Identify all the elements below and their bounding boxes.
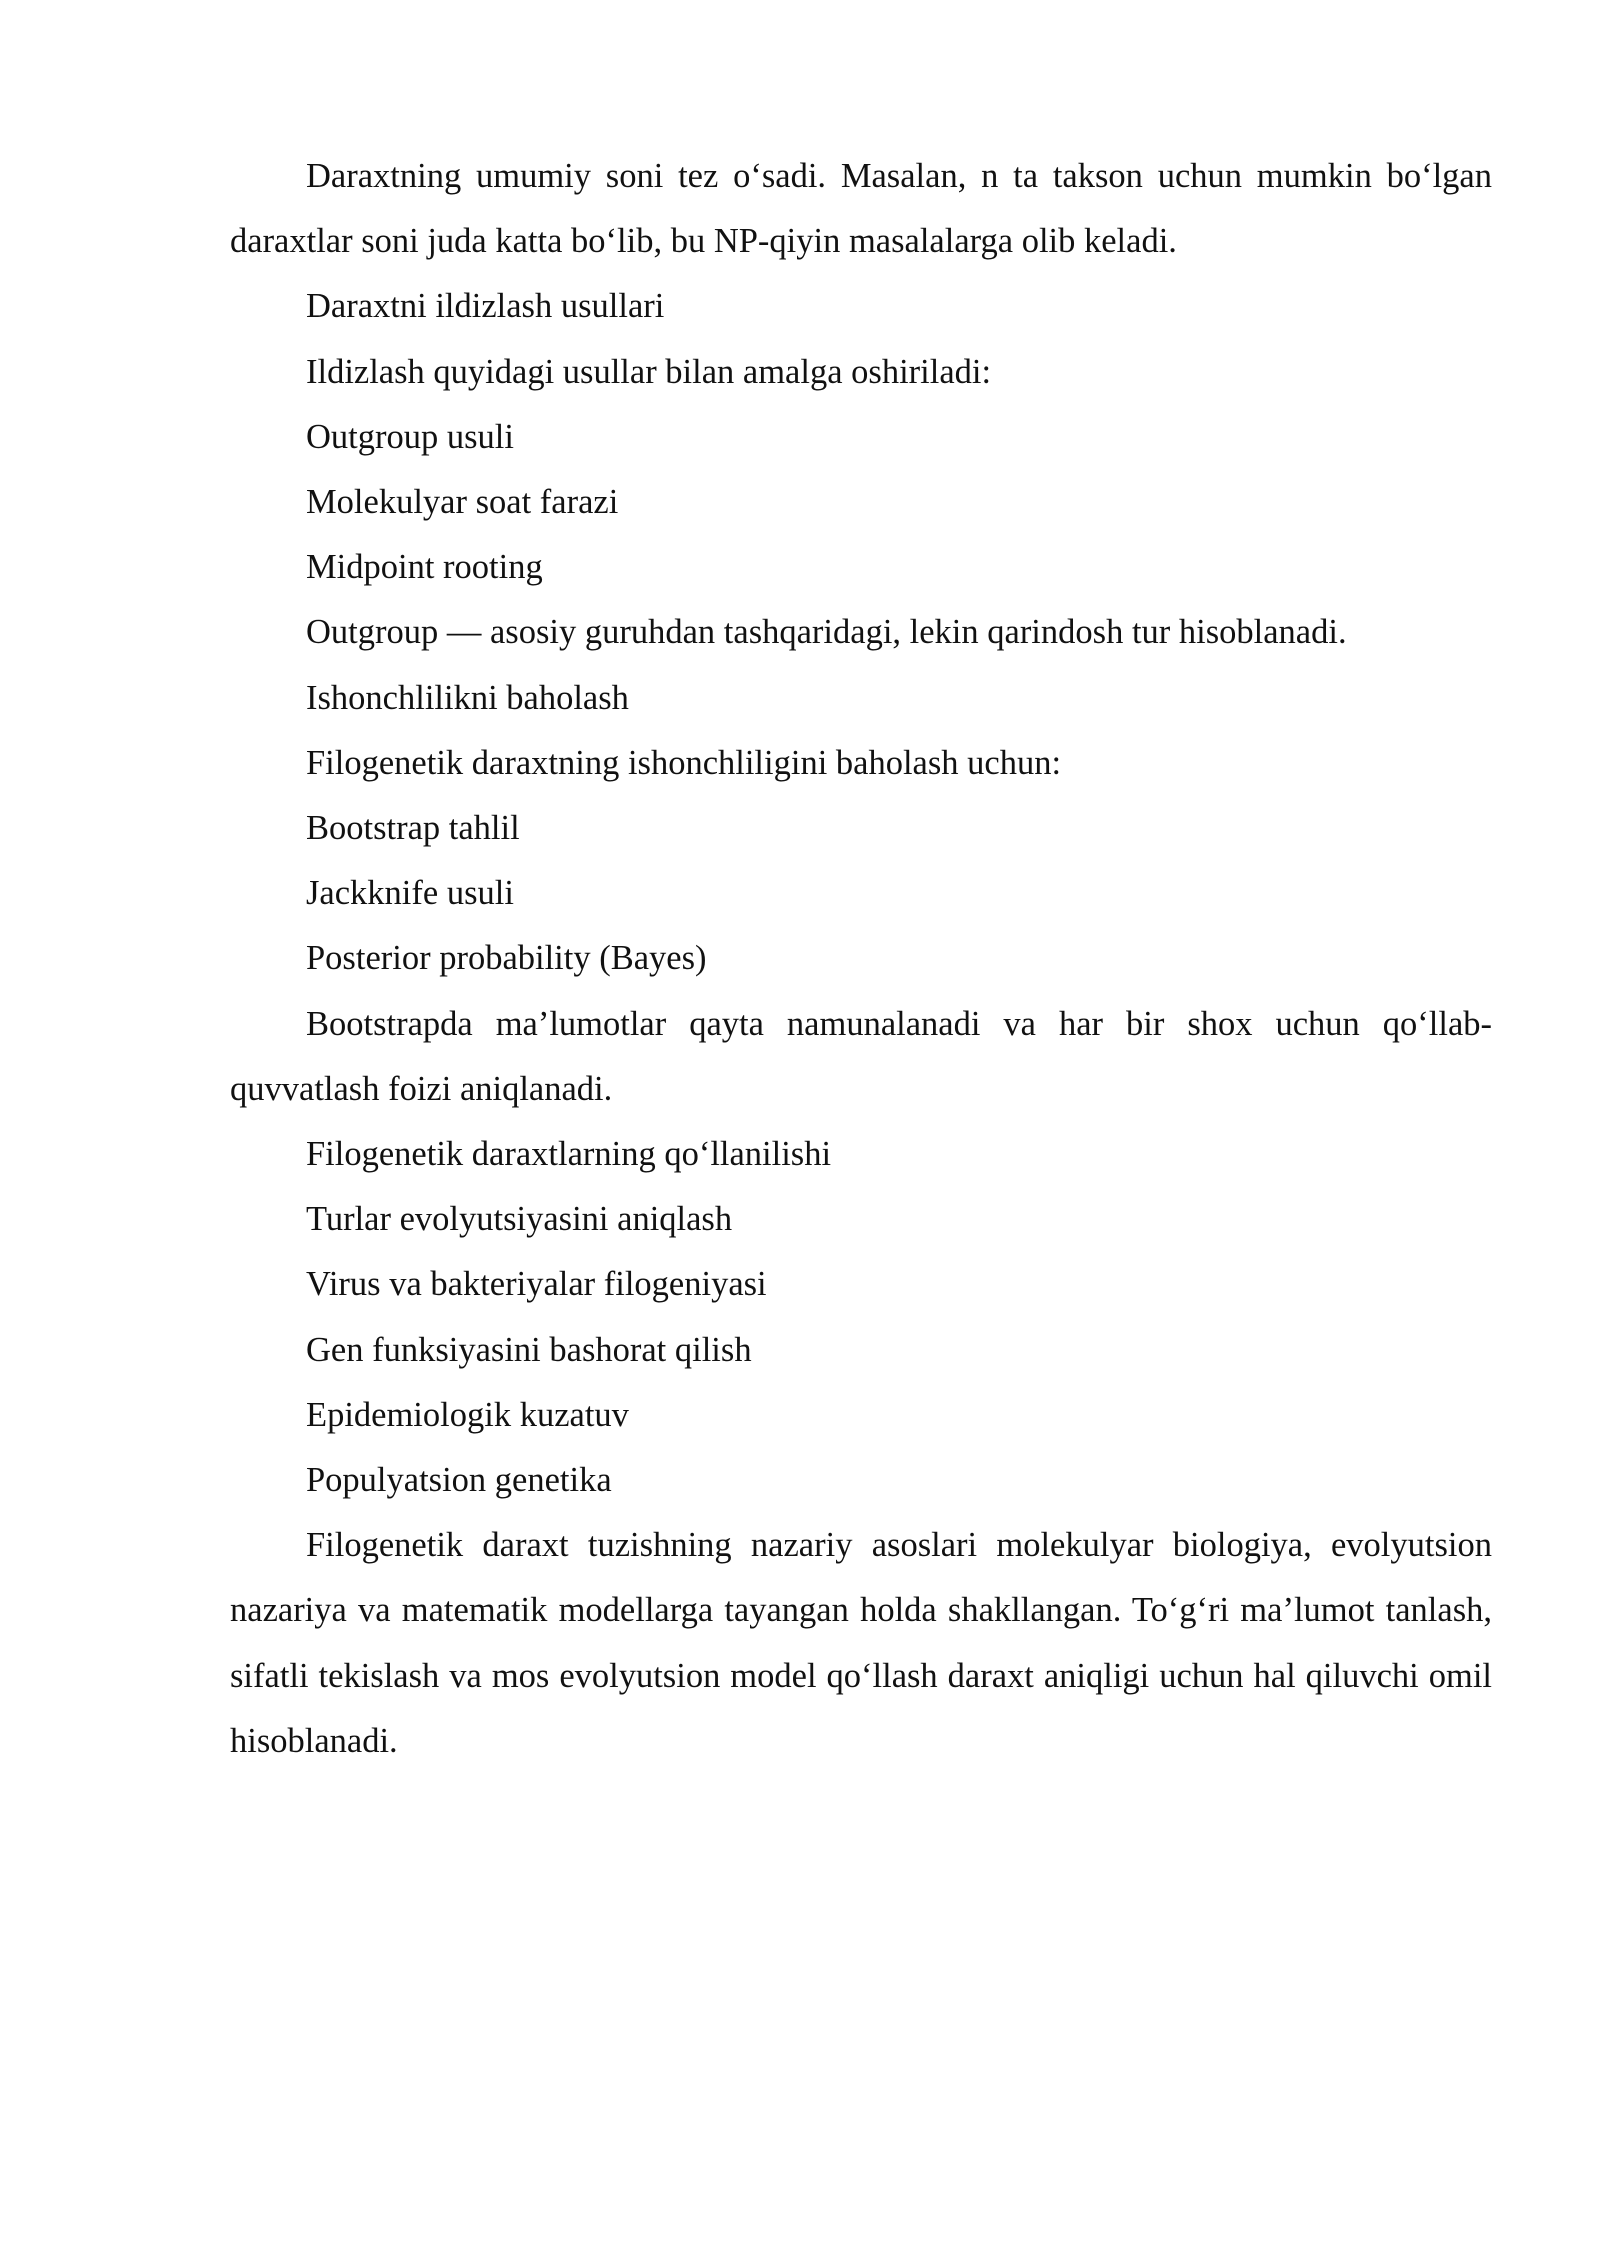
- body-text: [230, 144, 1492, 1774]
- list-item-outgroup: Outgroup usuli: [306, 417, 514, 456]
- list-item-posterior: Posterior probability (Bayes): [306, 939, 707, 978]
- list-item-molecular-clock: Molekulyar soat farazi: [306, 483, 619, 522]
- paragraph-rooting-intro: Ildizlash quyidagi usullar bilan amalga oshiriladi:: [306, 352, 992, 391]
- paragraph-reliability-intro: Filogenetik daraxtning ishonchliligini baholash uchun:: [306, 743, 1062, 782]
- list-item-midpoint-rooting: Midpoint rooting: [306, 548, 543, 587]
- list-item-epidemiology: Epidemiologik kuzatuv: [306, 1395, 629, 1434]
- paragraph-bootstrap-explained: Bootstrapda ma’lumotlar qayta namunalanadi va har bir shox uchun qo‘llab-quvvatlash foizi aniqlanadi.: [230, 1004, 1492, 1108]
- list-item-population-genetics: Populyatsion genetika: [306, 1461, 612, 1500]
- list-item-bootstrap: Bootstrap tahlil: [306, 809, 520, 848]
- paragraph-tree-count: Daraxtning umumiy soni tez o‘sadi. Masalan, n ta takson uchun mumkin bo‘lgan daraxtlar soni juda katta bo‘lib, bu NP-qiyin masalalarga olib keladi.: [230, 157, 1492, 261]
- list-item-species-evolution: Turlar evolyutsiyasini aniqlash: [306, 1200, 733, 1239]
- list-item-gene-function: Gen funksiyasini bashorat qilish: [306, 1330, 752, 1369]
- paragraph-conclusion: Filogenetik daraxt tuzishning nazariy asoslari molekulyar biologiya, evolyutsion nazariya va matematik modellarga tayangan holda shakllangan. To‘g‘ri ma’lumot tanlash, sifatli tekislash va mos evolyutsion model qo‘llash daraxt aniqligi uchun hal qiluvchi omil hisoblanadi.: [230, 1526, 1492, 1760]
- heading-reliability: Ishonchlilikni baholash: [306, 678, 629, 717]
- heading-rooting-methods: Daraxtni ildizlash usullari: [306, 287, 665, 326]
- paragraph-outgroup-definition: Outgroup — asosiy guruhdan tashqaridagi, lekin qarindosh tur hisoblanadi.: [306, 613, 1347, 652]
- heading-applications: Filogenetik daraxtlarning qo‘llanilishi: [306, 1135, 832, 1174]
- list-item-virus-bacteria: Virus va bakteriyalar filogeniyasi: [306, 1265, 767, 1304]
- list-item-jackknife: Jackknife usuli: [306, 874, 514, 913]
